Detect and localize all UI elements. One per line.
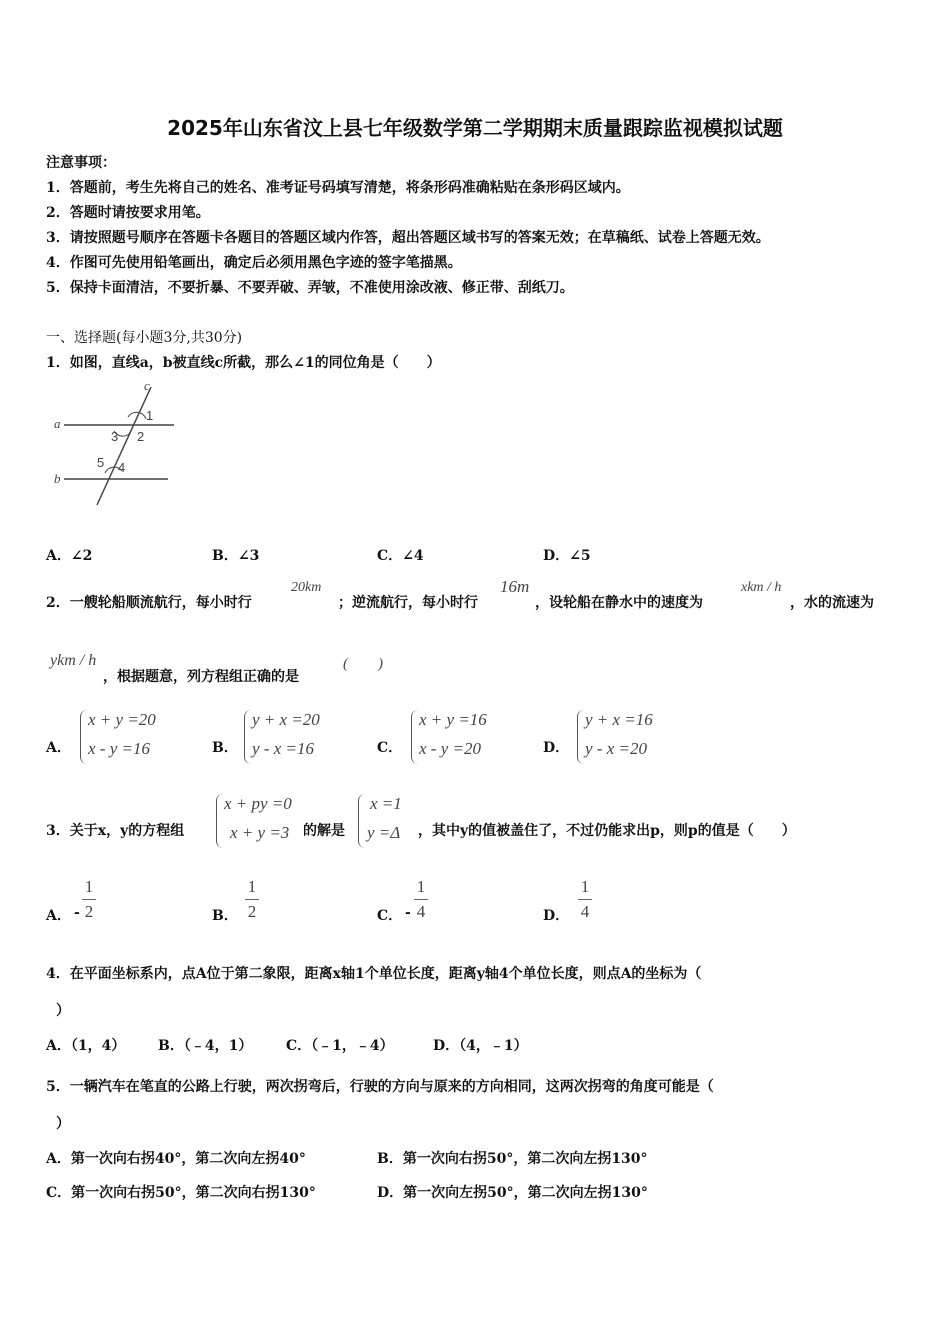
q3-text-2: 的解是 bbox=[303, 823, 345, 839]
q2-option-c-brace bbox=[411, 710, 419, 764]
angle-3-label: 3 bbox=[111, 429, 119, 444]
q2-option-d-brace bbox=[577, 710, 585, 764]
q1-option-d[interactable]: D．∠5 bbox=[543, 548, 591, 564]
note-item: 5．保持卡面清洁，不要折暴、不要弄破、弄皱，不准使用涂改液、修正带、刮纸刀。 bbox=[46, 280, 574, 296]
denominator: 2 bbox=[84, 902, 94, 921]
q3-text-1: 3．关于x，y的方程组 bbox=[46, 823, 185, 839]
q4-option-b[interactable]: B．（﹣4，1） bbox=[158, 1038, 253, 1054]
q2-option-b-label[interactable]: B． bbox=[212, 740, 238, 756]
q3-option-a-sign: - bbox=[74, 905, 80, 921]
q2-option-a-eq1: x + y =20 bbox=[88, 710, 156, 729]
q2-option-d-eq1: y + x =16 bbox=[585, 710, 653, 729]
q3-option-c-label[interactable]: C． bbox=[377, 908, 403, 924]
q2-option-b-eq2: y - x =16 bbox=[252, 739, 314, 758]
q2-math-3: xkm / h bbox=[741, 580, 782, 595]
q2-option-d-eq2: y - x =20 bbox=[585, 739, 647, 758]
q2-text-2: ；逆流航行，每小时行 bbox=[338, 595, 478, 611]
q3-text-3: ，其中y的值被盖住了，不过仍能求出p，则p的值是（ ） bbox=[418, 823, 796, 839]
q1-text: 1．如图，直线a，b被直线c所截，那么∠1的同位角是（ ） bbox=[46, 355, 441, 371]
note-item: 3．请按照题号顺序在答题卡各题目的答题区域内作答，超出答题区域书写的答案无效；在草稿纸、试卷上答题无效。 bbox=[46, 230, 770, 246]
q2-text-3: ，设轮船在静水中的速度为 bbox=[535, 595, 703, 611]
denominator: 4 bbox=[580, 902, 590, 921]
q3-option-b-fraction bbox=[245, 877, 259, 922]
q5-option-b[interactable]: B．第一次向右拐50°，第二次向左拐130° bbox=[377, 1151, 648, 1167]
note-item: 4．作图可先使用铅笔画出，确定后必须用黑色字迹的签字笔描黑。 bbox=[46, 255, 462, 271]
q3-option-b-label[interactable]: B． bbox=[212, 908, 238, 924]
angle-1-label: 1 bbox=[146, 408, 154, 423]
q4-option-c[interactable]: C．（﹣1，﹣4） bbox=[286, 1038, 394, 1054]
label-b: b bbox=[54, 471, 61, 486]
q5-text-line1: 5．一辆汽车在笔直的公路上行驶，两次拐弯后，行驶的方向与原来的方向相同，这两次拐弯的角度可能是（ bbox=[46, 1079, 714, 1095]
q3-option-c-sign: - bbox=[405, 905, 411, 921]
q2-option-a-eq2: x - y =16 bbox=[88, 739, 150, 758]
q3-option-a-label[interactable]: A． bbox=[46, 908, 71, 924]
q4-option-a[interactable]: A．（1，4） bbox=[46, 1038, 126, 1054]
section-heading: 一、选择题(每小题3分,共30分) bbox=[46, 330, 243, 346]
angle-5-label: 5 bbox=[97, 455, 105, 470]
q2-paren: ( ) bbox=[343, 656, 383, 672]
q2-option-c-eq2: x - y =20 bbox=[419, 739, 481, 758]
q5-option-c[interactable]: C．第一次向右拐50°，第二次向右拐130° bbox=[46, 1185, 316, 1201]
q2-option-c-label[interactable]: C． bbox=[377, 740, 403, 756]
denominator: 4 bbox=[416, 902, 426, 921]
q4-text-line2: ） bbox=[56, 1003, 70, 1019]
q5-option-d[interactable]: D．第一次向左拐50°，第二次向左拐130° bbox=[377, 1185, 648, 1201]
q2-text-5: ，根据题意，列方程组正确的是 bbox=[103, 669, 299, 685]
line-c bbox=[97, 387, 154, 505]
notes-heading: 注意事项： bbox=[46, 155, 116, 171]
q4-text-line1: 4．在平面坐标系内，点A位于第二象限，距离x轴1个单位长度，距离y轴4个单位长度，则点A的坐标为（ bbox=[46, 966, 702, 982]
q1-option-a[interactable]: A．∠2 bbox=[46, 548, 93, 564]
numerator: 1 bbox=[580, 877, 590, 896]
q2-option-c-eq1: x + y =16 bbox=[419, 710, 487, 729]
q3-system-b-eq2: y =Δ bbox=[367, 823, 401, 842]
q2-math-1: 20km bbox=[291, 580, 322, 595]
q3-system-b-eq1: x =1 bbox=[370, 794, 402, 813]
q2-option-a-label[interactable]: A． bbox=[46, 740, 71, 756]
q3-system-a-brace bbox=[216, 794, 224, 848]
q2-option-a-brace bbox=[80, 710, 88, 764]
numerator: 1 bbox=[247, 877, 257, 896]
note-item: 2．答题时请按要求用笔。 bbox=[46, 205, 210, 221]
q5-text-line2: ） bbox=[56, 1116, 70, 1132]
q3-system-a-eq1: x + py =0 bbox=[224, 794, 292, 813]
q3-option-c-fraction bbox=[414, 877, 428, 922]
q5-option-a[interactable]: A．第一次向右拐40°，第二次向左拐40° bbox=[46, 1151, 306, 1167]
q3-option-d-fraction bbox=[578, 877, 592, 922]
numerator: 1 bbox=[416, 877, 426, 896]
q3-system-b-brace bbox=[358, 794, 366, 848]
q2-math-2: 16m bbox=[500, 577, 530, 596]
q2-text-4: ，水的流速为 bbox=[790, 595, 874, 611]
angle-2-label: 2 bbox=[137, 429, 145, 444]
label-a: a bbox=[54, 416, 61, 431]
q3-system-a-eq2: x + y =3 bbox=[230, 823, 290, 842]
q2-option-b-brace bbox=[244, 710, 252, 764]
q4-option-d[interactable]: D．（4，﹣1） bbox=[433, 1038, 528, 1054]
q2-text-1: 2．一艘轮船顺流航行，每小时行 bbox=[46, 595, 252, 611]
q2-option-b-eq1: y + x =20 bbox=[252, 710, 320, 729]
q1-option-b[interactable]: B．∠3 bbox=[212, 548, 260, 564]
page-title: 2025年山东省汶上县七年级数学第二学期期末质量跟踪监视模拟试题 bbox=[167, 116, 783, 140]
label-c: c bbox=[144, 378, 150, 393]
denominator: 2 bbox=[247, 902, 257, 921]
numerator: 1 bbox=[84, 877, 94, 896]
q3-option-d-label[interactable]: D． bbox=[543, 908, 570, 924]
q2-math-4: ykm / h bbox=[50, 652, 97, 669]
note-item: 1．答题前，考生先将自己的姓名、准考证号码填写清楚，将条形码准确粘贴在条形码区域内。 bbox=[46, 180, 630, 196]
angle-4-label: 4 bbox=[118, 460, 126, 475]
q1-figure bbox=[50, 375, 180, 510]
q2-option-d-label[interactable]: D． bbox=[543, 740, 570, 756]
q3-option-a-fraction bbox=[82, 877, 96, 922]
q1-option-c[interactable]: C．∠4 bbox=[377, 548, 424, 564]
